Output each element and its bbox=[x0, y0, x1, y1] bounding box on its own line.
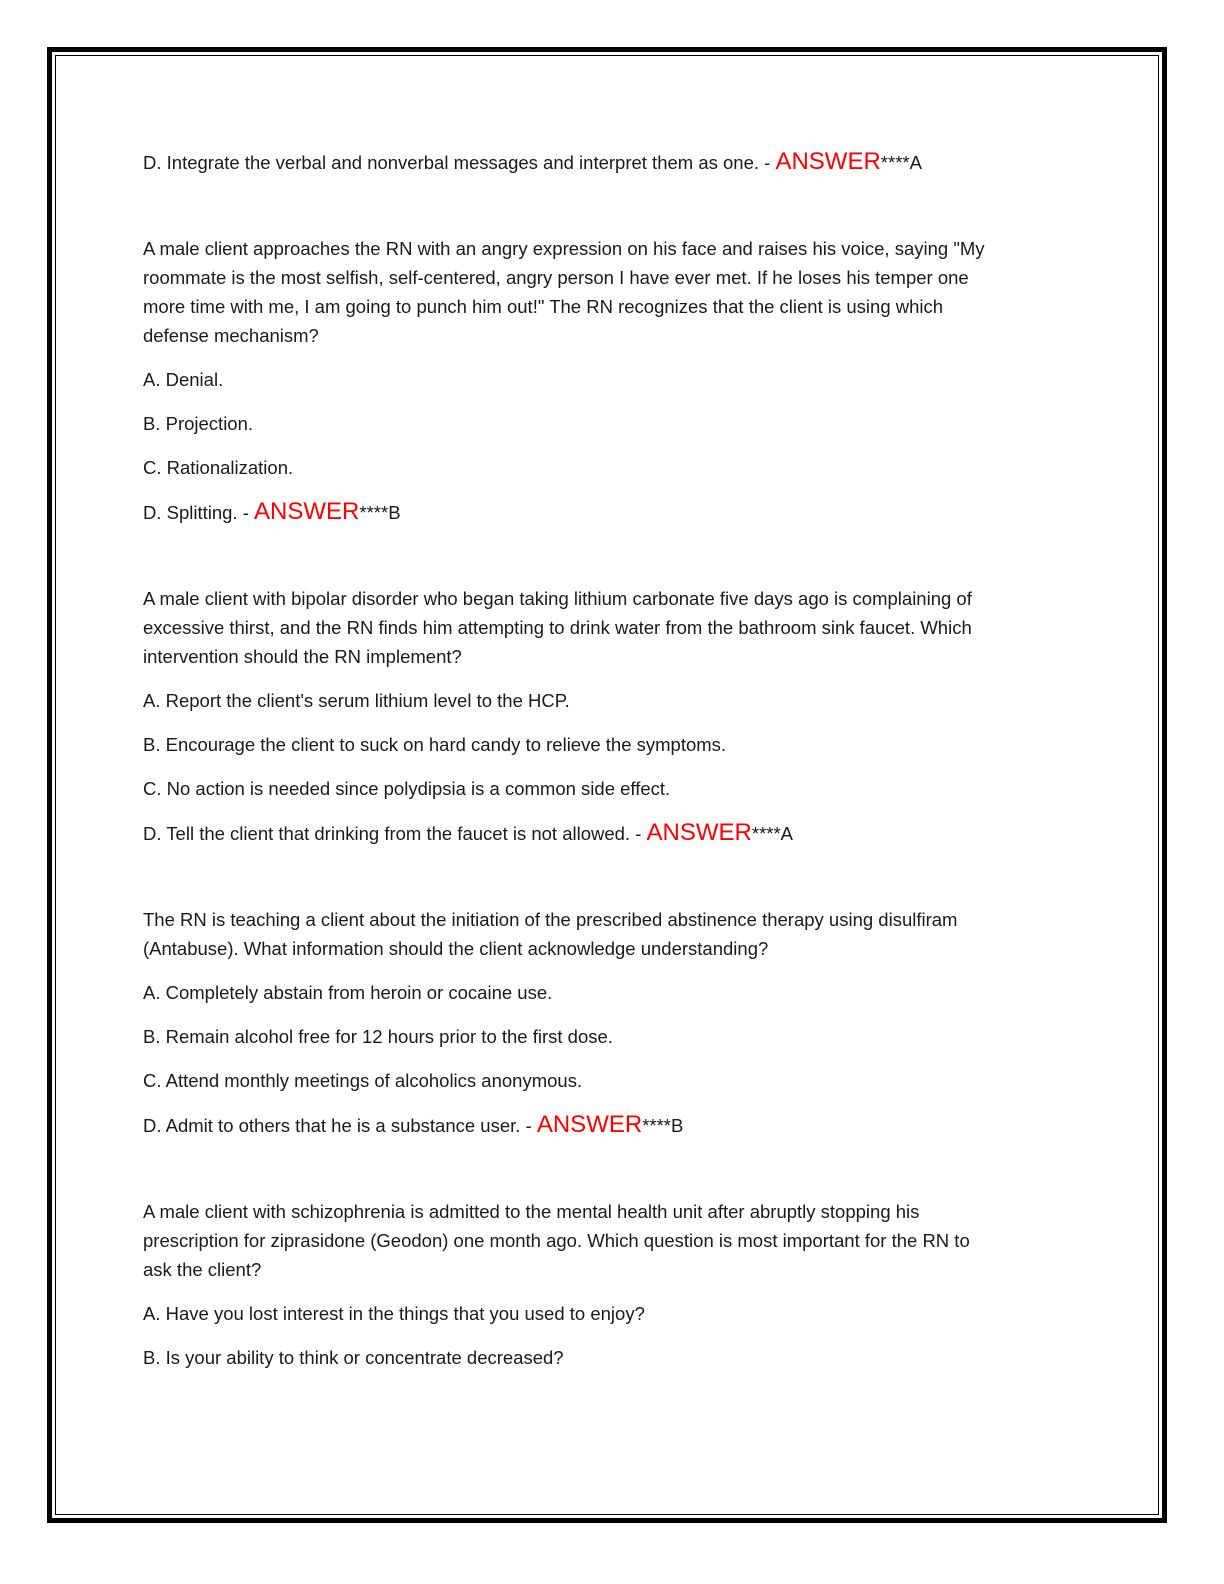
option-line: A. Have you lost interest in the things that you used to enjoy? bbox=[143, 1303, 645, 1324]
question-block bbox=[143, 905, 1073, 1140]
question-line: excessive thirst, and the RN finds him attempting to drink water from the bathroom sink faucet. Which bbox=[143, 617, 972, 638]
option-text: D. Splitting. - bbox=[143, 502, 255, 523]
option-line: C. No action is needed since polydipsia is a common side effect. bbox=[143, 778, 671, 799]
option-line bbox=[143, 147, 1073, 177]
question-line: The RN is teaching a client about the initiation of the prescribed abstinence therapy using disulfiram bbox=[143, 909, 958, 930]
answer-label: ANSWER bbox=[254, 498, 360, 525]
option-line: B. Encourage the client to suck on hard candy to relieve the symptoms. bbox=[143, 734, 727, 755]
option-text: D. Admit to others that he is a substance user. - bbox=[143, 1115, 537, 1136]
question-line: A male client with schizophrenia is admitted to the mental health unit after abruptly stopping his bbox=[143, 1201, 920, 1222]
option-line: B. Projection. bbox=[143, 413, 254, 434]
option-line bbox=[143, 1110, 1073, 1140]
option-line bbox=[143, 818, 1073, 848]
option-text: D. Integrate the verbal and nonverbal messages and interpret them as one. - bbox=[143, 152, 776, 173]
answer-label: ANSWER bbox=[646, 819, 752, 846]
option-line: B. Remain alcohol free for 12 hours prior to the first dose. bbox=[143, 1026, 613, 1047]
option-line: C. Attend monthly meetings of alcoholics anonymous. bbox=[143, 1070, 583, 1091]
question-line: prescription for ziprasidone (Geodon) one month ago. Which question is most important for the RN to bbox=[143, 1230, 970, 1251]
question-block bbox=[143, 1197, 1073, 1372]
question-block bbox=[143, 584, 1073, 848]
answer-value: ****B bbox=[642, 1115, 684, 1136]
option-line bbox=[143, 497, 1073, 527]
question-line: ask the client? bbox=[143, 1259, 262, 1280]
option-line: A. Completely abstain from heroin or cocaine use. bbox=[143, 982, 553, 1003]
answer-value: ****B bbox=[359, 502, 401, 523]
question-line: defense mechanism? bbox=[143, 325, 319, 346]
question-line: more time with me, I am going to punch him out!" The RN recognizes that the client is using which bbox=[143, 296, 944, 317]
answer-value: ****A bbox=[751, 823, 794, 844]
answer-label: ANSWER bbox=[775, 148, 881, 175]
option-line: C. Rationalization. bbox=[143, 457, 294, 478]
option-line: A. Denial. bbox=[143, 369, 224, 390]
question-line: (Antabuse). What information should the client acknowledge understanding? bbox=[143, 938, 769, 959]
option-line: A. Report the client's serum lithium level to the HCP. bbox=[143, 690, 570, 711]
question-line: roommate is the most selfish, self-centered, angry person I have ever met. If he loses his temper one bbox=[143, 267, 969, 288]
answer-value: ****A bbox=[880, 152, 922, 173]
question-line: A male client approaches the RN with an angry expression on his face and raises his voice, saying "My bbox=[143, 238, 985, 259]
question-line: A male client with bipolar disorder who began taking lithium carbonate five days ago is complaining of bbox=[143, 588, 972, 609]
question-line: intervention should the RN implement? bbox=[143, 646, 462, 667]
option-text: D. Tell the client that drinking from the faucet is not allowed. - bbox=[143, 823, 647, 844]
answer-label: ANSWER bbox=[536, 1111, 643, 1138]
document-body bbox=[143, 143, 1073, 1372]
option-line: B. Is your ability to think or concentrate decreased? bbox=[143, 1347, 564, 1368]
question-block bbox=[143, 234, 1073, 527]
